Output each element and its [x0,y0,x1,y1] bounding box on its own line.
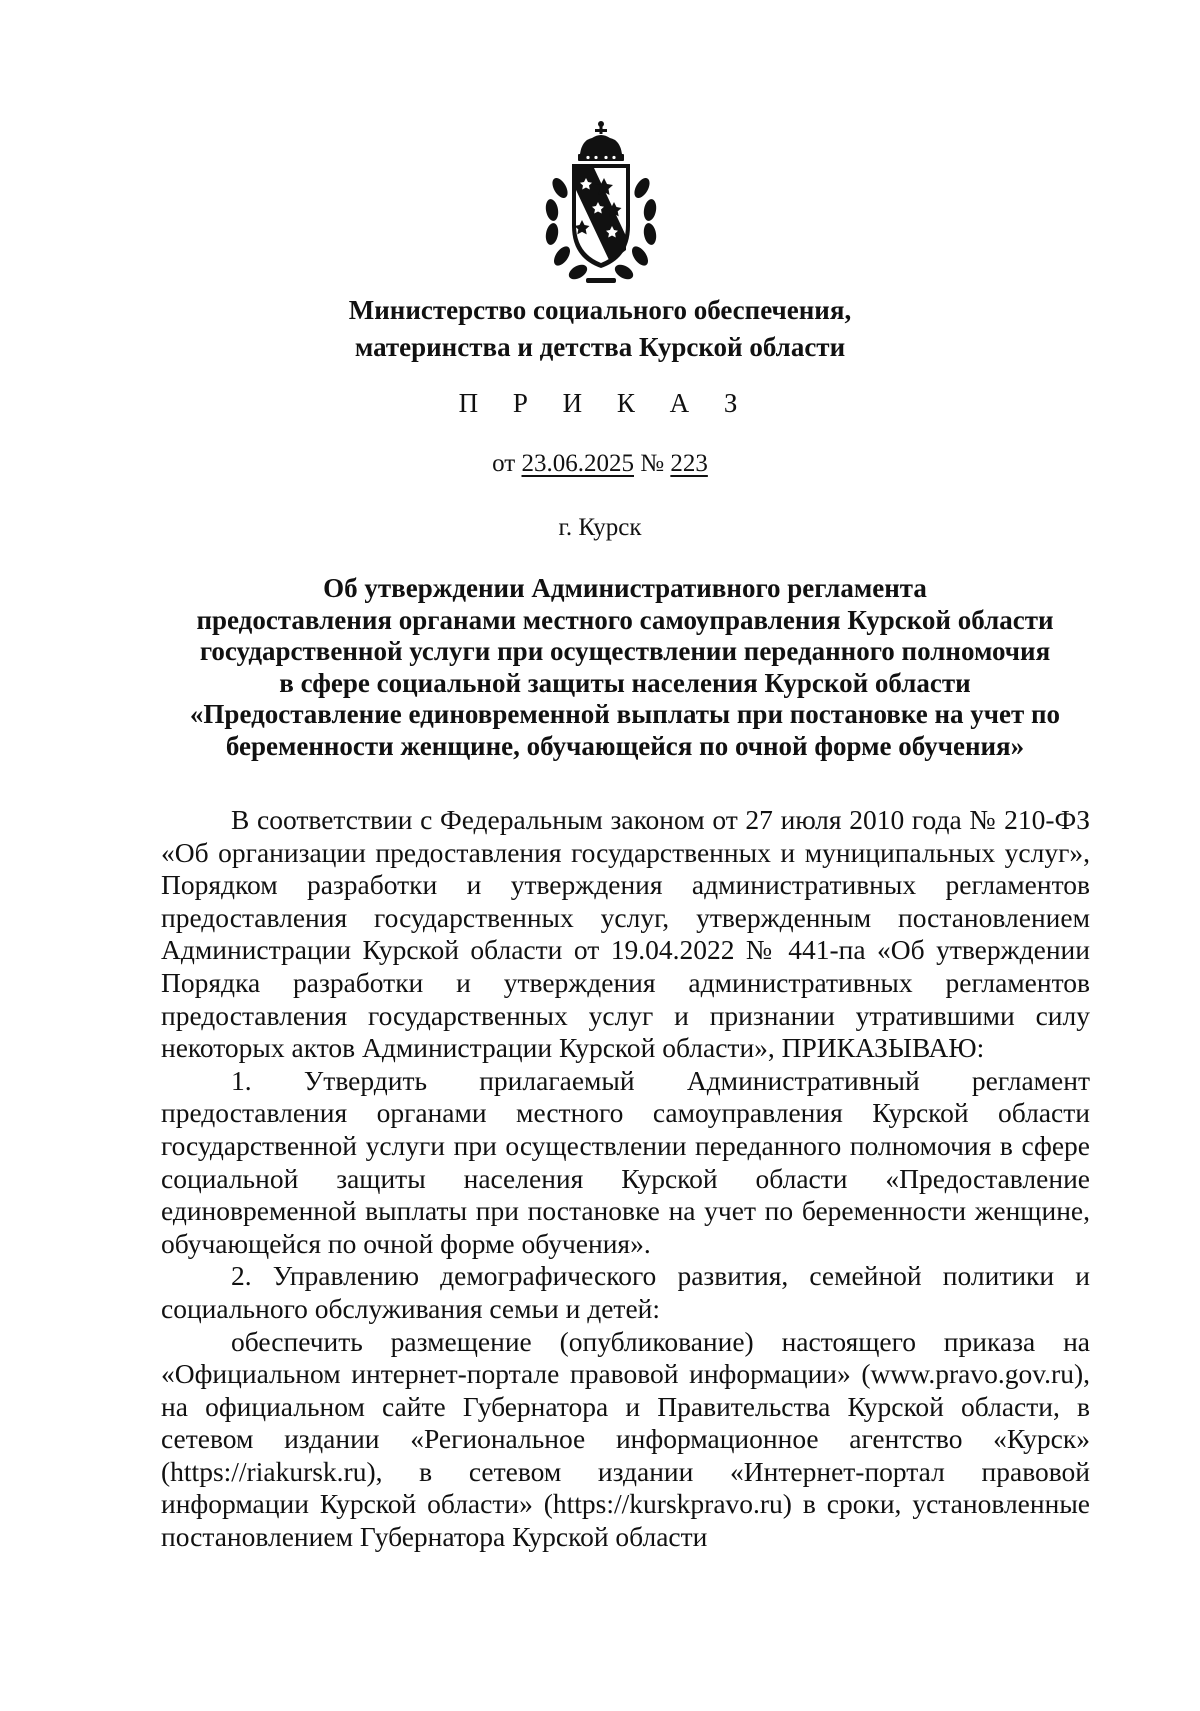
organization-name-line-2: материнства и детства Курской области [354,332,846,362]
preamble-paragraph: В соответствии с Федеральным законом от 27 июля 2010 года № 210-ФЗ «Об организации предоставления государственных и муниципальных услуг», Порядком разработки и утверждения административных регламентов предоставления государственных услуг, утвержденным постановлением Администрации Курской области от 19.04.2022 № 441-па «Об утверждении Порядка разработки и утверждения административных регламентов предоставления государственных услуг и признании утратившими силу некоторых актов Администрации Курской области», ПРИКАЗЫВАЮ: [161,804,1090,1064]
coat-of-arms-emblem [536,118,666,288]
item-2-subparagraph: обеспечить размещение (опубликование) настоящего приказа на «Официальном интернет-портале правовой информации» (www.pravo.gov.ru), на официальном сайте Губернатора и Правительства Курской области, в сетевом издании «Региональное информационное агентство «Курск» (https://riakursk.ru), в сетевом издании «Интернет-портал правовой информации Курской области» (https://kurskpravo.ru) в сроки, установленные постановлением Губернатора Курской области [161,1325,1090,1553]
order-date: 23.06.2025 [521,450,634,477]
number-sign: № [640,450,665,477]
title-line: Об утверждении Административного регламента [323,573,927,603]
item-1-paragraph: 1. Утвердить прилагаемый Административный регламент предоставления органами местного самоуправления Курской области государственной услуги при осуществлении переданного полномочия в сфере социальной защиты населения Курской области «Предоставление единовременной выплаты при постановке на учет по беременности женщине, обучающейся по очной форме обучения». [161,1064,1090,1259]
organization-name [0,292,1200,366]
title-line: в сфере социальной защиты населения Курской области [279,667,971,698]
title-line: государственной услуги при осуществлении переданного полномочия [199,636,1051,666]
item-2-paragraph: 2. Управлению демографического развития, семейной политики и социального обслуживания семьи и детей: [161,1260,1090,1324]
city: г. Курск [558,514,642,541]
document-title [160,573,1090,762]
date-prefix: от [492,450,516,477]
document-type: П Р И К А З [458,388,752,418]
organization-name-line-1: Министерство социального обеспечения, [348,295,852,325]
document-body [161,804,1090,1554]
title-line: предоставления органами местного самоуправления Курской области [196,604,1054,635]
title-line: «Предоставление единовременной выплаты при постановке на учет по [189,699,1061,729]
title-line: беременности женщине, обучающейся по очной форме обучения» [225,730,1025,761]
order-number: 223 [670,450,708,477]
order-date-number [0,448,1200,480]
